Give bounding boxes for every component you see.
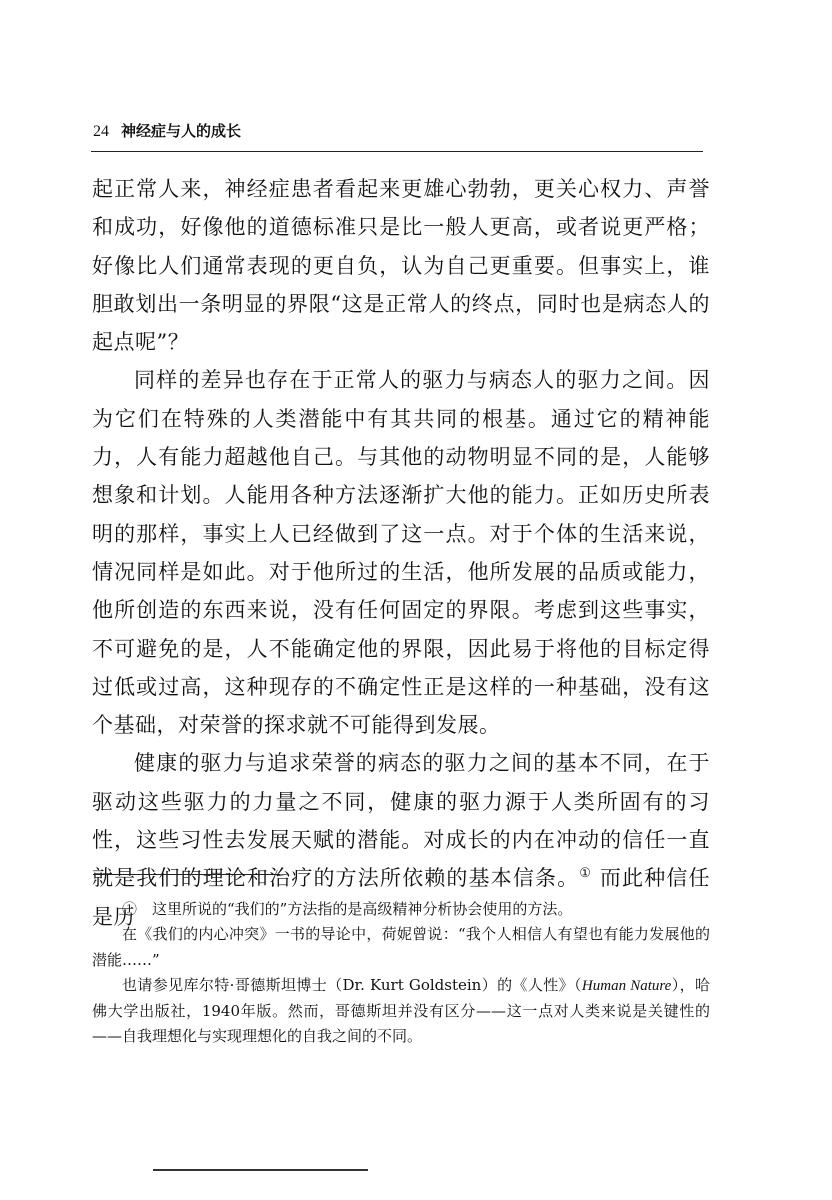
page-number: 24 xyxy=(93,123,109,140)
footnote-1: ① 这里所说的“我们的”方法指的是高级精神分析协会使用的方法。 xyxy=(122,900,573,918)
header-rule xyxy=(91,151,703,152)
bottom-edge-line xyxy=(153,1169,368,1171)
body-text xyxy=(92,170,710,936)
footnote-3-text: 也请参见库尔特·哥德斯坦博士（Dr. Kurt Goldstein）的《人性》（ xyxy=(122,975,582,994)
book-title: 神经症与人的成长 xyxy=(121,122,242,140)
footnotes xyxy=(92,897,710,1050)
footnote-3 xyxy=(92,973,710,1050)
paragraph-text-tail: 而此种信任是历 xyxy=(92,866,710,929)
footnote-reference: ① xyxy=(579,866,593,882)
paragraph-text: 健康的驱力与追求荣誉的病态的驱力之间的基本不同，在于驱动这些驱力的力量之不同，健康的驱力源于人类所固有的习性，这些习性去发展天赋的潜能。对成长的内在冲动的信任一直就是我们的理论和治疗的方法所依赖的基本信条。 xyxy=(92,751,710,891)
running-header xyxy=(93,121,241,142)
paragraph-continued: 起正常人来，神经症患者看起来更雄心勃勃，更关心权力、声誉和成功，好像他的道德标准只是比一般人更高，或者说更严格；好像比人们通常表现的更自负，认为自己更重要。但事实上，谁胆敢划出一条明显的界限“这是正常人的终点，同时也是病态人的起点呢”？ xyxy=(92,177,710,355)
paragraph: 同样的差异也存在于正常人的驱力与病态人的驱力之间。因为它们在特殊的人类潜能中有其共同的根基。通过它的精神能力，人有能力超越他自己。与其他的动物明显不同的是，人能够想象和计划。人能用各种方法逐渐扩大他的能力。正如历史所表明的那样，事实上人已经做到了这一点。对于个体的生活来说，情况同样是如此。对于他所过的生活，他所发展的品质或能力，他所创造的东西来说，没有任何固定的界限。考虑到这些事实，不可避免的是，人不能确定他的界限，因此易于将他的目标定得过低或过高，这种现存的不确定性正是这样的一种基础，没有这个基础，对荣誉的探求就不可能得到发展。 xyxy=(92,368,710,738)
footnote-separator xyxy=(93,874,280,875)
footnote-2: 在《我们的内心冲突》一书的导论中，荷妮曾说：“我个人相信人有望也有能力发展他的潜能……” xyxy=(92,925,710,969)
footnote-3-italic-title: Human Nature xyxy=(581,977,672,994)
footnote-3-text-rest: ），哈佛大学出版社，1940年版。然而，哥德斯坦并没有区分——这一点对人类来说是关键性的——自我理想化与实现理想化的自我之间的不同。 xyxy=(92,975,710,1046)
